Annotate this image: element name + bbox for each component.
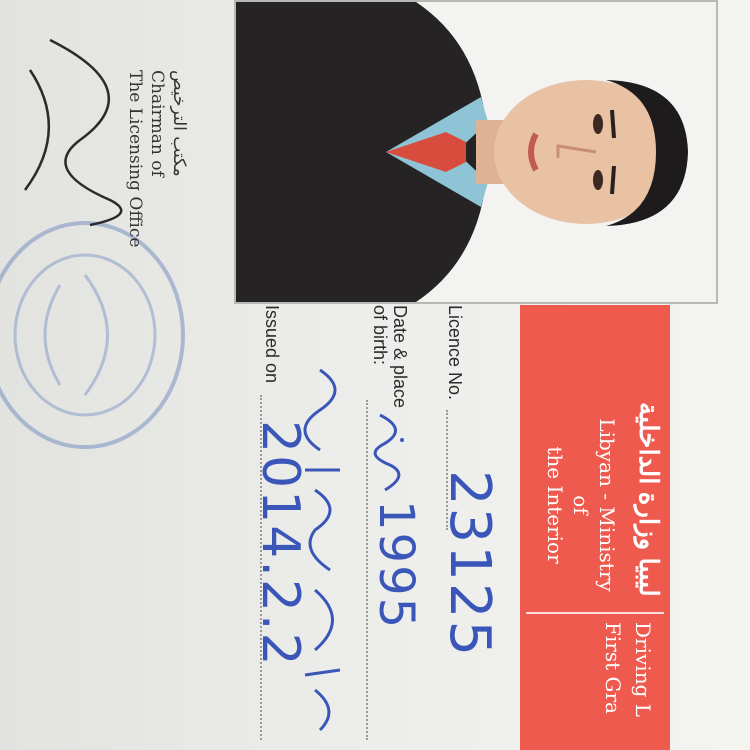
issued-label: Issued on [262, 305, 282, 384]
header-arabic-title: ليبيا وزارة الداخلية [634, 402, 664, 597]
birth-label-line2: of birth: [370, 305, 390, 366]
header-right-line2: First Gra [601, 622, 625, 714]
header-english-title [542, 410, 620, 600]
birth-place-handwriting [360, 410, 420, 500]
licence-number-label: Licence No. [445, 305, 465, 401]
official-stamp [0, 215, 190, 455]
header-english-line1: Libyan - Ministry of [569, 418, 619, 592]
birth-label [370, 305, 410, 408]
licence-number-value: 23125 [437, 470, 502, 659]
signature-arabic: مكتب الترخيص [169, 70, 189, 177]
header-licence-type [598, 622, 658, 717]
header-separator [526, 612, 664, 614]
header-english-line2: the Interior [543, 446, 567, 564]
birth-label-line1: Date & place [390, 305, 410, 409]
signature-line2: The Licensing Office [125, 70, 145, 248]
header-right-line1: Driving L [631, 622, 655, 718]
signature-line1: Chairman of [147, 70, 167, 177]
portrait-frame [234, 0, 718, 304]
handwritten-signature [10, 30, 170, 230]
issued-value: 2014.2.2 [250, 420, 310, 668]
birth-value: 1995 [368, 500, 424, 631]
portrait-photo [236, 2, 716, 302]
